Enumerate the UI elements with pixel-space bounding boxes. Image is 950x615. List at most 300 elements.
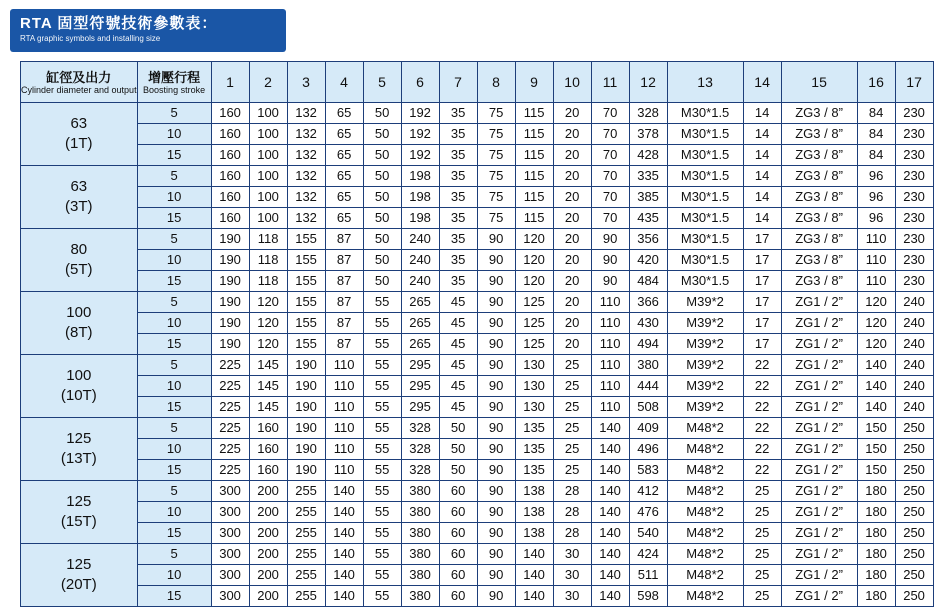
value-cell-col-1: 300 xyxy=(211,502,249,523)
value-cell-col-16: 150 xyxy=(857,418,895,439)
header-cylinder-en: Cylinder diameter and output xyxy=(21,84,137,95)
value-cell-col-2: 118 xyxy=(249,229,287,250)
value-cell-col-6: 295 xyxy=(401,355,439,376)
value-cell-col-13: M48*2 xyxy=(667,439,743,460)
value-cell-col-15: ZG3 / 8” xyxy=(781,250,857,271)
value-cell-col-3: 255 xyxy=(287,586,325,607)
value-cell-col-2: 200 xyxy=(249,523,287,544)
value-cell-col-17: 250 xyxy=(895,565,933,586)
value-cell-col-11: 110 xyxy=(591,292,629,313)
value-cell-col-4: 65 xyxy=(325,187,363,208)
value-cell-col-5: 55 xyxy=(363,523,401,544)
value-cell-col-16: 140 xyxy=(857,397,895,418)
value-cell-col-2: 100 xyxy=(249,145,287,166)
value-cell-col-9: 120 xyxy=(515,229,553,250)
value-cell-col-13: M48*2 xyxy=(667,565,743,586)
value-cell-col-16: 120 xyxy=(857,334,895,355)
value-cell-col-17: 250 xyxy=(895,544,933,565)
value-cell-col-12: 540 xyxy=(629,523,667,544)
value-cell-col-2: 100 xyxy=(249,166,287,187)
value-cell-col-6: 380 xyxy=(401,565,439,586)
value-cell-col-4: 140 xyxy=(325,586,363,607)
header-col-2: 2 xyxy=(249,62,287,103)
table-row xyxy=(21,523,934,544)
value-cell-col-14: 17 xyxy=(743,334,781,355)
value-cell-col-10: 20 xyxy=(553,334,591,355)
value-cell-col-15: ZG1 / 2” xyxy=(781,418,857,439)
value-cell-col-7: 35 xyxy=(439,250,477,271)
value-cell-col-9: 115 xyxy=(515,166,553,187)
force-value: (10T) xyxy=(60,387,97,404)
value-cell-col-15: ZG1 / 2” xyxy=(781,481,857,502)
value-cell-col-11: 140 xyxy=(591,418,629,439)
value-cell-col-5: 55 xyxy=(363,439,401,460)
value-cell-col-9: 138 xyxy=(515,481,553,502)
value-cell-col-14: 17 xyxy=(743,271,781,292)
value-cell-col-11: 110 xyxy=(591,355,629,376)
value-cell-col-2: 200 xyxy=(249,544,287,565)
value-cell-col-12: 409 xyxy=(629,418,667,439)
value-cell-col-4: 110 xyxy=(325,355,363,376)
value-cell-col-13: M39*2 xyxy=(667,397,743,418)
value-cell-col-12: 444 xyxy=(629,376,667,397)
force-value: (8T) xyxy=(65,324,93,341)
value-cell-col-16: 180 xyxy=(857,502,895,523)
value-cell-col-9: 130 xyxy=(515,355,553,376)
value-cell-col-9: 115 xyxy=(515,124,553,145)
value-cell-col-4: 65 xyxy=(325,166,363,187)
value-cell-col-12: 430 xyxy=(629,313,667,334)
value-cell-col-2: 200 xyxy=(249,586,287,607)
value-cell-col-11: 140 xyxy=(591,502,629,523)
value-cell-col-11: 70 xyxy=(591,124,629,145)
value-cell-col-6: 198 xyxy=(401,208,439,229)
value-cell-col-6: 380 xyxy=(401,523,439,544)
value-cell-col-5: 55 xyxy=(363,292,401,313)
value-cell-col-5: 55 xyxy=(363,418,401,439)
value-cell-col-3: 255 xyxy=(287,544,325,565)
value-cell-col-17: 230 xyxy=(895,229,933,250)
value-cell-col-2: 200 xyxy=(249,481,287,502)
value-cell-col-10: 20 xyxy=(553,313,591,334)
value-cell-col-12: 496 xyxy=(629,439,667,460)
value-cell-col-3: 255 xyxy=(287,565,325,586)
value-cell-col-3: 155 xyxy=(287,334,325,355)
value-cell-col-12: 583 xyxy=(629,460,667,481)
value-cell-col-6: 328 xyxy=(401,460,439,481)
value-cell-col-16: 96 xyxy=(857,208,895,229)
value-cell-col-3: 132 xyxy=(287,166,325,187)
value-cell-col-17: 250 xyxy=(895,586,933,607)
bore-value: 100 xyxy=(66,367,92,384)
value-cell-col-17: 230 xyxy=(895,208,933,229)
value-cell-col-8: 90 xyxy=(477,418,515,439)
value-cell-col-3: 190 xyxy=(287,439,325,460)
value-cell-col-5: 55 xyxy=(363,460,401,481)
value-cell-col-7: 60 xyxy=(439,586,477,607)
value-cell-col-4: 87 xyxy=(325,313,363,334)
stroke-cell: 5 xyxy=(137,355,211,376)
value-cell-col-8: 75 xyxy=(477,208,515,229)
value-cell-col-1: 225 xyxy=(211,460,249,481)
value-cell-col-15: ZG1 / 2” xyxy=(781,544,857,565)
value-cell-col-13: M48*2 xyxy=(667,502,743,523)
value-cell-col-5: 50 xyxy=(363,124,401,145)
value-cell-col-17: 230 xyxy=(895,124,933,145)
value-cell-col-7: 35 xyxy=(439,166,477,187)
table-row xyxy=(21,292,934,313)
value-cell-col-12: 508 xyxy=(629,397,667,418)
value-cell-col-13: M48*2 xyxy=(667,523,743,544)
value-cell-col-5: 50 xyxy=(363,145,401,166)
value-cell-col-2: 100 xyxy=(249,124,287,145)
value-cell-col-10: 25 xyxy=(553,460,591,481)
value-cell-col-12: 335 xyxy=(629,166,667,187)
value-cell-col-4: 65 xyxy=(325,124,363,145)
header-col-13: 13 xyxy=(667,62,743,103)
force-value: (1T) xyxy=(65,135,93,152)
value-cell-col-15: ZG3 / 8” xyxy=(781,124,857,145)
value-cell-col-10: 20 xyxy=(553,145,591,166)
value-cell-col-15: ZG1 / 2” xyxy=(781,460,857,481)
value-cell-col-5: 55 xyxy=(363,376,401,397)
value-cell-col-5: 55 xyxy=(363,544,401,565)
table-row xyxy=(21,439,934,460)
value-cell-col-12: 476 xyxy=(629,502,667,523)
value-cell-col-12: 380 xyxy=(629,355,667,376)
table-row xyxy=(21,166,934,187)
value-cell-col-4: 87 xyxy=(325,292,363,313)
value-cell-col-6: 240 xyxy=(401,271,439,292)
value-cell-col-9: 140 xyxy=(515,544,553,565)
value-cell-col-10: 20 xyxy=(553,229,591,250)
value-cell-col-3: 190 xyxy=(287,418,325,439)
title-main: RTA 固型符號技術參數表： xyxy=(20,15,218,32)
value-cell-col-9: 115 xyxy=(515,145,553,166)
stroke-cell: 15 xyxy=(137,460,211,481)
value-cell-col-1: 160 xyxy=(211,166,249,187)
value-cell-col-5: 55 xyxy=(363,586,401,607)
cylinder-spec-cell xyxy=(21,166,138,229)
cylinder-spec-cell xyxy=(21,292,138,355)
value-cell-col-7: 60 xyxy=(439,565,477,586)
value-cell-col-16: 96 xyxy=(857,187,895,208)
value-cell-col-2: 200 xyxy=(249,565,287,586)
value-cell-col-10: 28 xyxy=(553,502,591,523)
value-cell-col-9: 138 xyxy=(515,502,553,523)
value-cell-col-11: 140 xyxy=(591,586,629,607)
value-cell-col-4: 110 xyxy=(325,460,363,481)
stroke-cell: 5 xyxy=(137,481,211,502)
value-cell-col-7: 60 xyxy=(439,502,477,523)
value-cell-col-6: 192 xyxy=(401,124,439,145)
header-col-10: 10 xyxy=(553,62,591,103)
value-cell-col-3: 132 xyxy=(287,145,325,166)
value-cell-col-7: 45 xyxy=(439,376,477,397)
value-cell-col-17: 240 xyxy=(895,313,933,334)
value-cell-col-7: 60 xyxy=(439,544,477,565)
header-stroke xyxy=(137,62,211,103)
value-cell-col-12: 428 xyxy=(629,145,667,166)
value-cell-col-3: 190 xyxy=(287,376,325,397)
value-cell-col-8: 90 xyxy=(477,334,515,355)
value-cell-col-5: 50 xyxy=(363,250,401,271)
bore-value: 63 xyxy=(70,178,88,195)
value-cell-col-7: 35 xyxy=(439,229,477,250)
value-cell-col-10: 20 xyxy=(553,166,591,187)
value-cell-col-16: 150 xyxy=(857,460,895,481)
value-cell-col-7: 60 xyxy=(439,523,477,544)
value-cell-col-8: 90 xyxy=(477,376,515,397)
value-cell-col-11: 70 xyxy=(591,145,629,166)
header-col-7: 7 xyxy=(439,62,477,103)
value-cell-col-12: 494 xyxy=(629,334,667,355)
value-cell-col-12: 366 xyxy=(629,292,667,313)
value-cell-col-14: 22 xyxy=(743,418,781,439)
value-cell-col-16: 84 xyxy=(857,124,895,145)
value-cell-col-5: 50 xyxy=(363,208,401,229)
value-cell-col-8: 90 xyxy=(477,397,515,418)
value-cell-col-14: 25 xyxy=(743,523,781,544)
value-cell-col-14: 14 xyxy=(743,187,781,208)
value-cell-col-2: 145 xyxy=(249,355,287,376)
value-cell-col-5: 50 xyxy=(363,271,401,292)
value-cell-col-12: 598 xyxy=(629,586,667,607)
bore-value: 63 xyxy=(70,115,88,132)
value-cell-col-8: 75 xyxy=(477,124,515,145)
table-row xyxy=(21,250,934,271)
value-cell-col-12: 511 xyxy=(629,565,667,586)
value-cell-col-16: 180 xyxy=(857,523,895,544)
value-cell-col-7: 45 xyxy=(439,292,477,313)
value-cell-col-1: 300 xyxy=(211,544,249,565)
value-cell-col-8: 90 xyxy=(477,565,515,586)
value-cell-col-9: 135 xyxy=(515,418,553,439)
value-cell-col-16: 110 xyxy=(857,229,895,250)
value-cell-col-1: 190 xyxy=(211,334,249,355)
value-cell-col-2: 100 xyxy=(249,187,287,208)
value-cell-col-13: M39*2 xyxy=(667,334,743,355)
table-row xyxy=(21,460,934,481)
value-cell-col-1: 300 xyxy=(211,586,249,607)
value-cell-col-12: 328 xyxy=(629,103,667,124)
value-cell-col-7: 50 xyxy=(439,460,477,481)
value-cell-col-8: 75 xyxy=(477,103,515,124)
value-cell-col-10: 30 xyxy=(553,565,591,586)
value-cell-col-10: 30 xyxy=(553,586,591,607)
value-cell-col-8: 90 xyxy=(477,250,515,271)
value-cell-col-4: 87 xyxy=(325,271,363,292)
value-cell-col-10: 25 xyxy=(553,355,591,376)
header-cylinder-cn: 缸徑及出力 xyxy=(46,69,112,85)
value-cell-col-4: 110 xyxy=(325,376,363,397)
value-cell-col-17: 230 xyxy=(895,250,933,271)
value-cell-col-15: ZG1 / 2” xyxy=(781,439,857,460)
value-cell-col-17: 250 xyxy=(895,439,933,460)
stroke-cell: 15 xyxy=(137,586,211,607)
value-cell-col-2: 160 xyxy=(249,418,287,439)
value-cell-col-10: 20 xyxy=(553,187,591,208)
value-cell-col-3: 155 xyxy=(287,271,325,292)
value-cell-col-2: 100 xyxy=(249,208,287,229)
value-cell-col-14: 14 xyxy=(743,124,781,145)
header-col-17: 17 xyxy=(895,62,933,103)
value-cell-col-1: 225 xyxy=(211,439,249,460)
value-cell-col-1: 190 xyxy=(211,271,249,292)
value-cell-col-10: 28 xyxy=(553,481,591,502)
value-cell-col-5: 50 xyxy=(363,103,401,124)
value-cell-col-6: 192 xyxy=(401,145,439,166)
value-cell-col-5: 50 xyxy=(363,229,401,250)
value-cell-col-15: ZG1 / 2” xyxy=(781,334,857,355)
value-cell-col-15: ZG1 / 2” xyxy=(781,565,857,586)
table-row xyxy=(21,229,934,250)
value-cell-col-4: 110 xyxy=(325,397,363,418)
value-cell-col-13: M48*2 xyxy=(667,418,743,439)
value-cell-col-7: 45 xyxy=(439,355,477,376)
force-value: (3T) xyxy=(65,198,93,215)
value-cell-col-5: 55 xyxy=(363,355,401,376)
value-cell-col-9: 115 xyxy=(515,187,553,208)
value-cell-col-12: 484 xyxy=(629,271,667,292)
value-cell-col-15: ZG3 / 8” xyxy=(781,271,857,292)
stroke-cell: 10 xyxy=(137,250,211,271)
table-row xyxy=(21,418,934,439)
value-cell-col-6: 380 xyxy=(401,502,439,523)
value-cell-col-4: 110 xyxy=(325,418,363,439)
value-cell-col-11: 90 xyxy=(591,250,629,271)
header-col-6: 6 xyxy=(401,62,439,103)
value-cell-col-3: 255 xyxy=(287,502,325,523)
value-cell-col-14: 25 xyxy=(743,502,781,523)
value-cell-col-17: 230 xyxy=(895,166,933,187)
cylinder-spec-cell xyxy=(21,355,138,418)
value-cell-col-13: M30*1.5 xyxy=(667,124,743,145)
value-cell-col-14: 22 xyxy=(743,460,781,481)
value-cell-col-16: 110 xyxy=(857,250,895,271)
value-cell-col-1: 160 xyxy=(211,103,249,124)
value-cell-col-6: 328 xyxy=(401,439,439,460)
value-cell-col-7: 35 xyxy=(439,103,477,124)
value-cell-col-10: 20 xyxy=(553,292,591,313)
value-cell-col-5: 55 xyxy=(363,565,401,586)
value-cell-col-10: 25 xyxy=(553,418,591,439)
header-row xyxy=(21,62,934,103)
value-cell-col-17: 250 xyxy=(895,502,933,523)
stroke-cell: 10 xyxy=(137,376,211,397)
cylinder-spec-cell xyxy=(21,229,138,292)
table-row xyxy=(21,103,934,124)
value-cell-col-3: 155 xyxy=(287,229,325,250)
value-cell-col-1: 300 xyxy=(211,481,249,502)
force-value: (5T) xyxy=(65,261,93,278)
value-cell-col-11: 110 xyxy=(591,397,629,418)
value-cell-col-3: 255 xyxy=(287,523,325,544)
value-cell-col-13: M30*1.5 xyxy=(667,229,743,250)
value-cell-col-12: 412 xyxy=(629,481,667,502)
table-row xyxy=(21,187,934,208)
value-cell-col-14: 17 xyxy=(743,250,781,271)
stroke-cell: 5 xyxy=(137,166,211,187)
value-cell-col-2: 120 xyxy=(249,334,287,355)
force-value: (15T) xyxy=(60,513,97,530)
stroke-cell: 10 xyxy=(137,502,211,523)
value-cell-col-9: 135 xyxy=(515,460,553,481)
value-cell-col-15: ZG1 / 2” xyxy=(781,586,857,607)
value-cell-col-11: 140 xyxy=(591,544,629,565)
value-cell-col-13: M39*2 xyxy=(667,313,743,334)
value-cell-col-2: 118 xyxy=(249,271,287,292)
value-cell-col-6: 198 xyxy=(401,166,439,187)
value-cell-col-4: 87 xyxy=(325,250,363,271)
force-value: (20T) xyxy=(60,576,97,593)
value-cell-col-15: ZG3 / 8” xyxy=(781,229,857,250)
value-cell-col-4: 110 xyxy=(325,439,363,460)
value-cell-col-15: ZG1 / 2” xyxy=(781,355,857,376)
value-cell-col-1: 160 xyxy=(211,145,249,166)
value-cell-col-17: 230 xyxy=(895,271,933,292)
value-cell-col-8: 90 xyxy=(477,481,515,502)
value-cell-col-1: 225 xyxy=(211,355,249,376)
force-value: (13T) xyxy=(60,450,97,467)
value-cell-col-9: 115 xyxy=(515,208,553,229)
header-col-4: 4 xyxy=(325,62,363,103)
value-cell-col-15: ZG1 / 2” xyxy=(781,313,857,334)
value-cell-col-4: 140 xyxy=(325,481,363,502)
table-row xyxy=(21,145,934,166)
value-cell-col-14: 17 xyxy=(743,313,781,334)
value-cell-col-2: 160 xyxy=(249,439,287,460)
value-cell-col-3: 155 xyxy=(287,313,325,334)
value-cell-col-1: 225 xyxy=(211,418,249,439)
value-cell-col-16: 140 xyxy=(857,376,895,397)
value-cell-col-7: 35 xyxy=(439,145,477,166)
value-cell-col-4: 140 xyxy=(325,544,363,565)
header-cylinder xyxy=(21,62,138,103)
stroke-cell: 15 xyxy=(137,208,211,229)
value-cell-col-1: 225 xyxy=(211,376,249,397)
value-cell-col-1: 190 xyxy=(211,292,249,313)
value-cell-col-3: 155 xyxy=(287,292,325,313)
value-cell-col-14: 14 xyxy=(743,166,781,187)
value-cell-col-8: 90 xyxy=(477,460,515,481)
value-cell-col-2: 120 xyxy=(249,292,287,313)
value-cell-col-14: 22 xyxy=(743,355,781,376)
title-banner xyxy=(10,9,286,52)
value-cell-col-8: 90 xyxy=(477,523,515,544)
table-row xyxy=(21,481,934,502)
value-cell-col-16: 110 xyxy=(857,271,895,292)
value-cell-col-7: 45 xyxy=(439,397,477,418)
value-cell-col-17: 240 xyxy=(895,292,933,313)
value-cell-col-7: 35 xyxy=(439,124,477,145)
value-cell-col-6: 240 xyxy=(401,229,439,250)
value-cell-col-17: 230 xyxy=(895,187,933,208)
value-cell-col-14: 17 xyxy=(743,292,781,313)
value-cell-col-16: 180 xyxy=(857,586,895,607)
value-cell-col-14: 22 xyxy=(743,439,781,460)
title-sub: RTA graphic symbols and installing size xyxy=(20,34,161,43)
value-cell-col-8: 75 xyxy=(477,187,515,208)
value-cell-col-13: M39*2 xyxy=(667,376,743,397)
stroke-cell: 15 xyxy=(137,334,211,355)
header-col-9: 9 xyxy=(515,62,553,103)
value-cell-col-3: 155 xyxy=(287,250,325,271)
value-cell-col-16: 180 xyxy=(857,481,895,502)
header-col-16: 16 xyxy=(857,62,895,103)
value-cell-col-7: 35 xyxy=(439,187,477,208)
table-row xyxy=(21,313,934,334)
